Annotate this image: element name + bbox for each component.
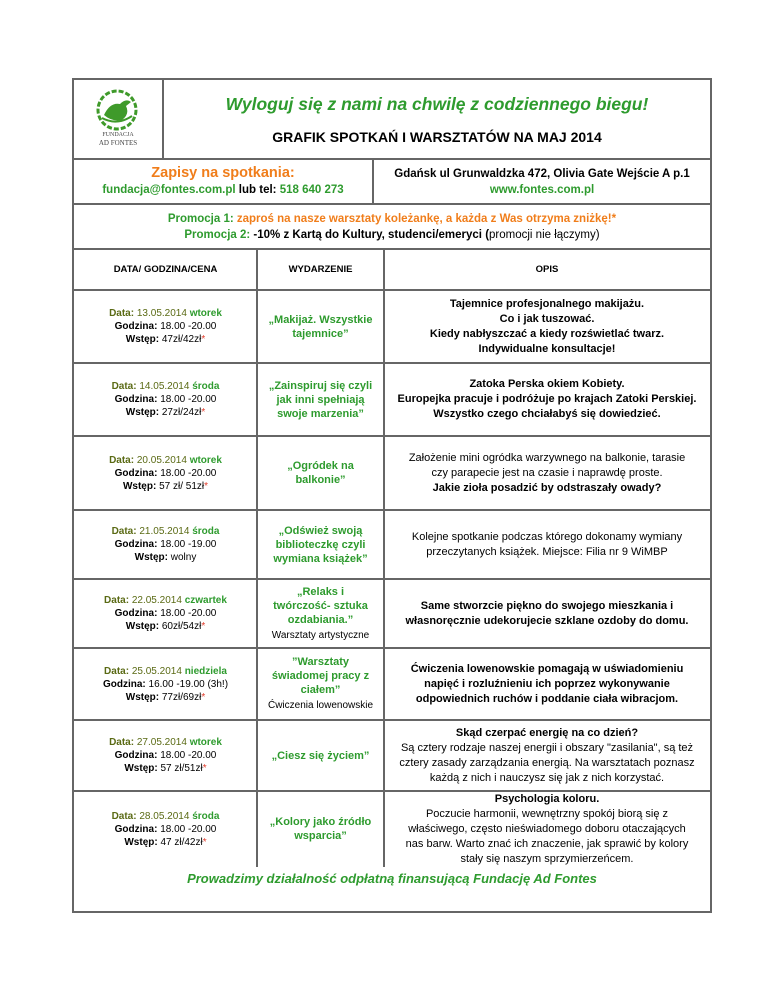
description-cell — [384, 511, 710, 578]
schedule-cell — [74, 721, 257, 790]
schedule-frame — [72, 78, 712, 913]
description-cell — [384, 580, 710, 647]
event-title: „Odśwież swoją biblioteczkę czyli wymiana książek” — [273, 524, 368, 565]
event-cell — [257, 291, 384, 362]
description-line: Co i jak tuszować. — [499, 312, 595, 325]
date-line: Data: 22.05.2014 czwartek — [104, 595, 227, 606]
hours-line: Godzina: 18.00 -20.00 — [114, 823, 217, 835]
price-line: Wstęp: 27zł/24zł* — [125, 407, 206, 418]
description-line: Europejka pracuje i podróżuje po krajach Zatoki Perskiej. — [397, 393, 697, 405]
description-line: Same stworzcie piękno do swojego mieszkania i — [420, 599, 674, 612]
description-line: Skąd czerpać energię na co dzień? — [455, 726, 639, 739]
event-title: ”Warsztaty świadomej pracy z ciałem” — [271, 656, 370, 696]
event-cell — [257, 580, 384, 647]
col-header-date: DATA/ GODZINA/CENA — [113, 264, 218, 275]
description-line: Jakie zioła posadzić by odstraszały owady? — [432, 481, 662, 494]
event-note: Warsztaty artystyczne — [271, 629, 370, 641]
date-line: Data: 28.05.2014 środa — [111, 810, 220, 822]
event-title: „Ogródek na balkonie” — [287, 460, 354, 486]
event-note: Ćwiczenia lowenowskie — [267, 700, 374, 711]
price-line: Wstęp: 47zł/42zł* — [125, 334, 206, 345]
description-line: Tajemnice profesjonalnego makijażu. — [449, 297, 645, 310]
description-line: odpowiednich ruchów i poddanie ciała wibracjom. — [415, 692, 679, 705]
title-cell — [164, 80, 710, 160]
description-line: stały się naszym sprzymierzeńcem. — [460, 852, 634, 865]
signup-tel-prefix: lub tel: — [235, 183, 280, 196]
description-line: przeczytanych książek. Miejsce: Filia nr 9 WiMBP — [426, 545, 668, 558]
schedule-cell — [74, 580, 257, 647]
promo-2-label: Promocja 2: — [184, 228, 254, 241]
promo-2-text: -10% z Kartą do Kultury, studenci/emeryci ( — [253, 228, 490, 241]
event-cell — [257, 792, 384, 866]
description-line: Kiedy nabłyszczać a kiedy rozświetlać twarz. — [429, 327, 665, 340]
header-row — [74, 80, 710, 160]
hours-line: Godzina: 18.00 -20.00 — [114, 321, 217, 332]
description-line: własnoręcznie udekorujecie szklane ozdoby do domu. — [405, 614, 689, 627]
description-cell — [384, 721, 710, 790]
table-row — [74, 437, 710, 511]
price-line: Wstęp: 57 zł/51zł* — [124, 763, 207, 774]
date-line: Data: 20.05.2014 wtorek — [109, 454, 222, 466]
table-row — [74, 291, 710, 364]
logo — [74, 80, 164, 160]
hours-line: Godzina: 18.00 -20.00 — [114, 750, 217, 761]
price-line: Wstęp: 77zł/69zł* — [125, 691, 206, 703]
hours-line: Godzina: 18.00 -20.00 — [114, 467, 217, 479]
date-line: Data: 27.05.2014 wtorek — [109, 737, 222, 748]
description-line: każdą z nich i nauczysz się jak z nich korzystać. — [429, 771, 665, 784]
hours-line: Godzina: 18.00 -19.00 — [114, 539, 217, 550]
description-cell — [384, 291, 710, 362]
event-title: „Relaks i twórczość- sztuka ozdabiania.” — [273, 585, 368, 626]
table-row — [74, 792, 710, 868]
signup-email[interactable]: fundacja@fontes.com.pl — [102, 183, 236, 196]
col-header-desc: OPIS — [535, 264, 559, 275]
table-row — [74, 364, 710, 437]
description-line: Kolejne spotkanie podczas którego dokonamy wymiany — [411, 530, 683, 543]
schedule-cell — [74, 511, 257, 578]
schedule-cell — [74, 364, 257, 435]
description-line: Są cztery rodzaje naszej energii i obszary "zasilania", są też — [400, 741, 694, 754]
description-line: właściwego, często nieświadomego doboru otaczających — [408, 822, 686, 835]
hours-line: Godzina: 18.00 -20.00 — [114, 394, 217, 405]
description-line: napięć i rozluźnieniu ich poprzez wykonywanie — [424, 677, 670, 690]
description-cell — [384, 364, 710, 435]
description-line: Założenie mini ogródka warzywnego na balkonie, tarasie — [408, 451, 686, 464]
table-row — [74, 649, 710, 721]
promo-1 — [168, 211, 616, 227]
event-title: „Kolory jako źródło wsparcia” — [269, 816, 372, 842]
promo-2-note: promocji nie łączymy) — [489, 228, 600, 241]
signup-label: Zapisy na spotkania: — [151, 164, 295, 181]
event-title: „Ciesz się życiem” — [271, 749, 370, 762]
page-title: Wyloguj się z nami na chwilę z codziennego biegu! — [225, 94, 649, 114]
page-subtitle: GRAFIK SPOTKAŃ I WARSZTATÓW NA MAJ 2014 — [272, 129, 602, 145]
event-cell — [257, 364, 384, 435]
signup-phone[interactable]: 518 640 273 — [279, 183, 344, 196]
signup-line — [102, 182, 343, 199]
schedule-cell — [74, 649, 257, 719]
price-line: Wstęp: wolny — [134, 552, 197, 563]
description-cell — [384, 649, 710, 719]
description-line: czy parapecie jest na czasie i naprawdę proste. — [431, 466, 663, 479]
price-line: Wstęp: 57 zł/ 51zł* — [122, 480, 209, 492]
address-line: Gdańsk ul Grunwaldzka 472, Olivia Gate Wejście A p.1 — [394, 167, 690, 180]
promo-1-label: Promocja 1: — [167, 212, 237, 225]
event-cell — [257, 721, 384, 790]
promo-2 — [184, 227, 599, 243]
description-cell — [384, 437, 710, 509]
event-cell — [257, 649, 384, 719]
hours-line: Godzina: 16.00 -19.00 (3h!) — [102, 678, 229, 690]
description-line: Psychologia koloru. — [494, 792, 600, 805]
promo-cell — [74, 205, 710, 248]
price-line: Wstęp: 47 zł/42zł* — [124, 836, 207, 848]
promo-row — [74, 205, 710, 250]
date-line: Data: 25.05.2014 niedziela — [104, 665, 227, 677]
description-line: Wszystko czego chciałabyś się dowiedzieć. — [433, 408, 661, 420]
description-line: Zatoka Perska okiem Kobiety. — [469, 378, 625, 390]
price-line: Wstęp: 60zł/54zł* — [125, 621, 206, 632]
event-title: „Makijaż. Wszystkie tajemnice” — [268, 313, 373, 340]
column-divider — [383, 250, 385, 867]
description-line: Poczucie harmonii, wewnętrzny spokój biorą się z — [425, 807, 669, 820]
description-line: nas barw. Warto znać ich znaczenie, jak sprawić by kolory — [405, 837, 689, 850]
footer-note: Prowadzimy działalność odpłatną finansującą Fundację Ad Fontes — [187, 871, 597, 886]
table-row — [74, 721, 710, 792]
column-divider — [256, 250, 258, 867]
contact-row — [74, 160, 710, 205]
description-line: cztery zasady zarządzania energią. Na warsztatach poznasz — [399, 756, 695, 769]
signup-cell — [74, 160, 374, 203]
schedule-cell — [74, 291, 257, 362]
schedule-cell — [74, 437, 257, 509]
schedule-cell — [74, 792, 257, 866]
col-header-event: WYDARZENIE — [288, 263, 353, 275]
table-row — [74, 511, 710, 580]
description-line: Indywidualne konsultacje! — [478, 342, 616, 355]
promo-1-text: zaproś na nasze warsztaty koleżankę, a każda z Was otrzyma zniżkę!* — [236, 212, 617, 225]
table-header — [74, 250, 710, 291]
logo-text-1: FUNDACJA — [102, 132, 134, 138]
table-row — [74, 580, 710, 649]
logo-text-2: AD FONTES — [98, 139, 138, 147]
event-cell — [257, 437, 384, 509]
event-cell — [257, 511, 384, 578]
description-line: Ćwiczenia lowenowskie pomagają w uświadomieniu — [410, 662, 684, 675]
date-line: Data: 13.05.2014 wtorek — [109, 308, 222, 319]
event-title: „Zainspiruj się czyli jak inni spełniają swoje marzenia” — [268, 379, 373, 420]
website-link[interactable]: www.fontes.com.pl — [489, 183, 595, 196]
date-line: Data: 14.05.2014 środa — [111, 381, 220, 392]
hours-line: Godzina: 18.00 -20.00 — [114, 608, 217, 619]
date-line: Data: 21.05.2014 środa — [111, 526, 220, 537]
description-cell — [384, 792, 710, 866]
address-cell — [374, 160, 710, 203]
